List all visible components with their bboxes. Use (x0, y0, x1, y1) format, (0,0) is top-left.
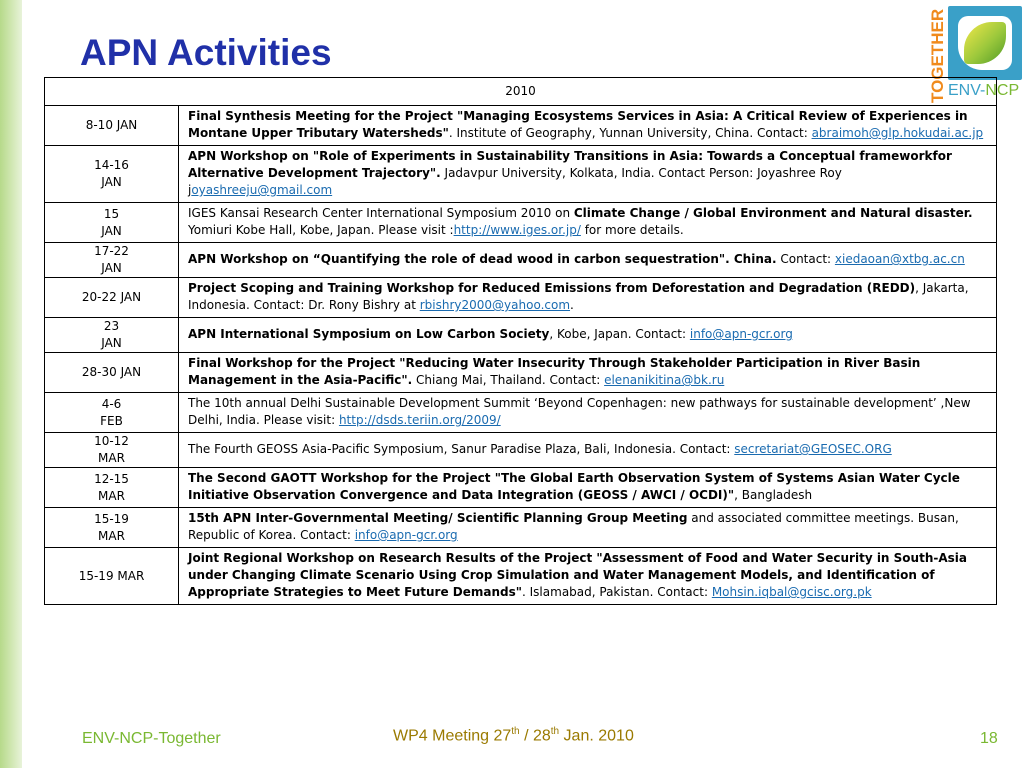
event-description (179, 393, 997, 433)
event-date (45, 353, 179, 393)
event-date-line2: JAN (101, 175, 122, 189)
footer-meeting-sup1: th (511, 726, 520, 737)
contact-link[interactable]: secretariat@GEOSEC.ORG (734, 442, 892, 456)
event-description (179, 278, 997, 318)
event-title: Joint Regional Workshop on Research Results of the Project "Assessment of Food and Water Security in South-Asia under Changing Climate Scenario Using Crop Simulation and Water Management Models, and Identification of Appropriate Strategies to Meet Future Demands" (188, 551, 967, 599)
event-date-line1: 15-19 (94, 511, 129, 526)
contact-link[interactable]: info@apn-gcr.org (354, 528, 458, 542)
event-description (179, 203, 997, 243)
event-details: Yomiuri Kobe Hall, Kobe, Japan. Please visit : (188, 223, 454, 237)
footer-meeting-mid: / 28 (519, 727, 551, 745)
event-details: Contact: (776, 252, 835, 266)
event-date-line2: JAN (101, 336, 122, 350)
event-date-line2: MAR (98, 528, 125, 543)
table-row (45, 278, 997, 318)
event-details: , Jakarta, Indonesia. Contact: Dr. Rony Bishry at (188, 281, 969, 312)
event-details: , Kobe, Japan. Contact: (549, 327, 690, 341)
event-date (45, 243, 179, 278)
event-title: Final Synthesis Meeting for the Project "Managing Ecosystems Services in Asia: A Critical Review of Experiences in Montane Upper Tributary Watersheds" (188, 109, 968, 140)
table-row (45, 318, 997, 353)
table-row (45, 203, 997, 243)
table-row (45, 393, 997, 433)
event-date-line1: 14-16 (94, 158, 129, 172)
event-date (45, 203, 179, 243)
footer-meeting-suffix: Jan. 2010 (559, 727, 634, 745)
event-title: APN International Symposium on Low Carbon Society (188, 327, 550, 341)
event-description (179, 433, 997, 468)
page-number: 18 (980, 730, 998, 747)
event-details: , Bangladesh (734, 488, 813, 502)
footer-meeting (393, 726, 634, 745)
logo-emblem (948, 6, 1022, 80)
event-title: Project Scoping and Training Workshop for Reduced Emissions from Deforestation and Degradation (REDD) (188, 281, 916, 295)
event-description (179, 508, 997, 548)
event-date-line2: MAR (98, 488, 125, 503)
event-date (45, 278, 179, 318)
event-date (45, 508, 179, 548)
event-date (45, 548, 179, 605)
event-date-line1: 28-30 JAN (81, 365, 142, 379)
event-details: Chiang Mai, Thailand. Contact: (412, 373, 605, 387)
event-date (45, 393, 179, 433)
event-date-line1: 4-6 (101, 396, 122, 411)
year-header: 2010 (45, 78, 997, 106)
event-date-line1: 8-10 JAN (85, 118, 138, 132)
event-date-line1: 23 (103, 319, 120, 333)
table-row (45, 243, 997, 278)
contact-link[interactable]: abraimoh@glp.hokudai.ac.jp (811, 126, 984, 140)
event-date-line1: 17-22 (94, 244, 129, 258)
left-accent-bar (0, 0, 22, 768)
event-details: and associated committee meetings. Busan, Republic of Korea. Contact: (188, 511, 959, 542)
event-details: . Institute of Geography, Yunnan University, China. Contact: (448, 126, 812, 140)
event-description (179, 243, 997, 278)
contact-link[interactable]: elenanikitina@bk.ru (604, 373, 725, 387)
year-header-row (45, 78, 997, 106)
contact-link[interactable]: http://dsds.teriin.org/2009/ (338, 413, 501, 427)
contact-link[interactable]: http://www.iges.or.jp/ (453, 223, 581, 237)
event-date (45, 106, 179, 146)
table-row (45, 433, 997, 468)
event-text-pre: IGES Kansai Research Center International Symposium 2010 on (188, 206, 574, 220)
event-date-line1: 20-22 JAN (81, 290, 142, 304)
event-date-line2: JAN (101, 223, 122, 238)
event-text-after: for more details. (580, 223, 684, 237)
event-date-line2: JAN (101, 261, 122, 275)
event-date-line1: 15-19 MAR (78, 568, 145, 583)
table-row (45, 468, 997, 508)
event-title: APN Workshop on “Quantifying the role of dead wood in carbon sequestration". China. (188, 252, 777, 266)
event-text-after: . (570, 298, 574, 312)
event-date-line1: 10-12 (94, 434, 129, 448)
event-date-line2: MAR (98, 451, 125, 465)
event-date-line2: FEB (100, 413, 123, 428)
event-text-pre: The 10th annual Delhi Sustainable Development Summit ‘Beyond Copenhagen: new pathways for sustainable development’ ,New Delhi, India. Please visit: (188, 396, 971, 427)
event-date (45, 433, 179, 468)
table-row (45, 508, 997, 548)
event-description (179, 146, 997, 203)
event-details: . Islamabad, Pakistan. Contact: (522, 585, 712, 599)
event-date (45, 146, 179, 203)
table-row (45, 106, 997, 146)
event-text-pre: The Fourth GEOSS Asia-Pacific Symposium, Sanur Paradise Plaza, Bali, Indonesia. Contact: (188, 442, 735, 456)
event-description (179, 468, 997, 508)
event-date (45, 318, 179, 353)
contact-link[interactable]: rbishry2000@yahoo.com (419, 298, 571, 312)
logo-wordmark-env: ENV- (948, 82, 986, 99)
logo-wordmark-ncp: NCP (985, 82, 1020, 99)
contact-link[interactable]: xiedaoan@xtbg.ac.cn (834, 252, 965, 266)
event-description (179, 353, 997, 393)
event-description (179, 318, 997, 353)
logo-vertical-text: TOGETHER (928, 8, 947, 104)
contact-link[interactable]: oyashreeju@gmail.com (191, 183, 333, 197)
event-date-line1: 12-15 (94, 471, 129, 486)
event-description (179, 106, 997, 146)
activities-table (44, 77, 997, 605)
event-details: Jadavpur University, Kolkata, India. Contact Person: Joyashree Roy j (188, 166, 842, 197)
footer-meeting-prefix: WP4 Meeting 27 (393, 727, 512, 745)
footer-brand: ENV-NCP-Together (82, 730, 221, 747)
event-title: APN Workshop on "Role of Experiments in Sustainability Transitions in Asia: Towards a Conceptual frameworkfor Alternative Development Trajectory". (188, 149, 952, 180)
event-date-line1: 15 (103, 206, 120, 221)
footer-meeting-sup2: th (550, 726, 560, 737)
slide-title: APN Activities (80, 32, 332, 73)
contact-link[interactable]: Mohsin.iqbal@gcisc.org.pk (711, 585, 872, 599)
table-row (45, 146, 997, 203)
event-title: 15th APN Inter-Governmental Meeting/ Scientific Planning Group Meeting (188, 511, 688, 525)
table-row (45, 353, 997, 393)
event-title: Climate Change / Global Environment and Natural disaster. (573, 206, 973, 220)
event-date (45, 468, 179, 508)
event-title: Final Workshop for the Project "Reducing Water Insecurity Through Stakeholder Participation in River Basin Management in the Asia-Pacific". (188, 356, 921, 387)
contact-link[interactable]: info@apn-gcr.org (689, 327, 793, 341)
event-description (179, 548, 997, 605)
event-title: The Second GAOTT Workshop for the Project "The Global Earth Observation System of Systems Asian Water Cycle Initiative Observation Convergence and Data Integration (GEOSS / AWCI / OCDI)" (188, 471, 960, 502)
table-row (45, 548, 997, 605)
